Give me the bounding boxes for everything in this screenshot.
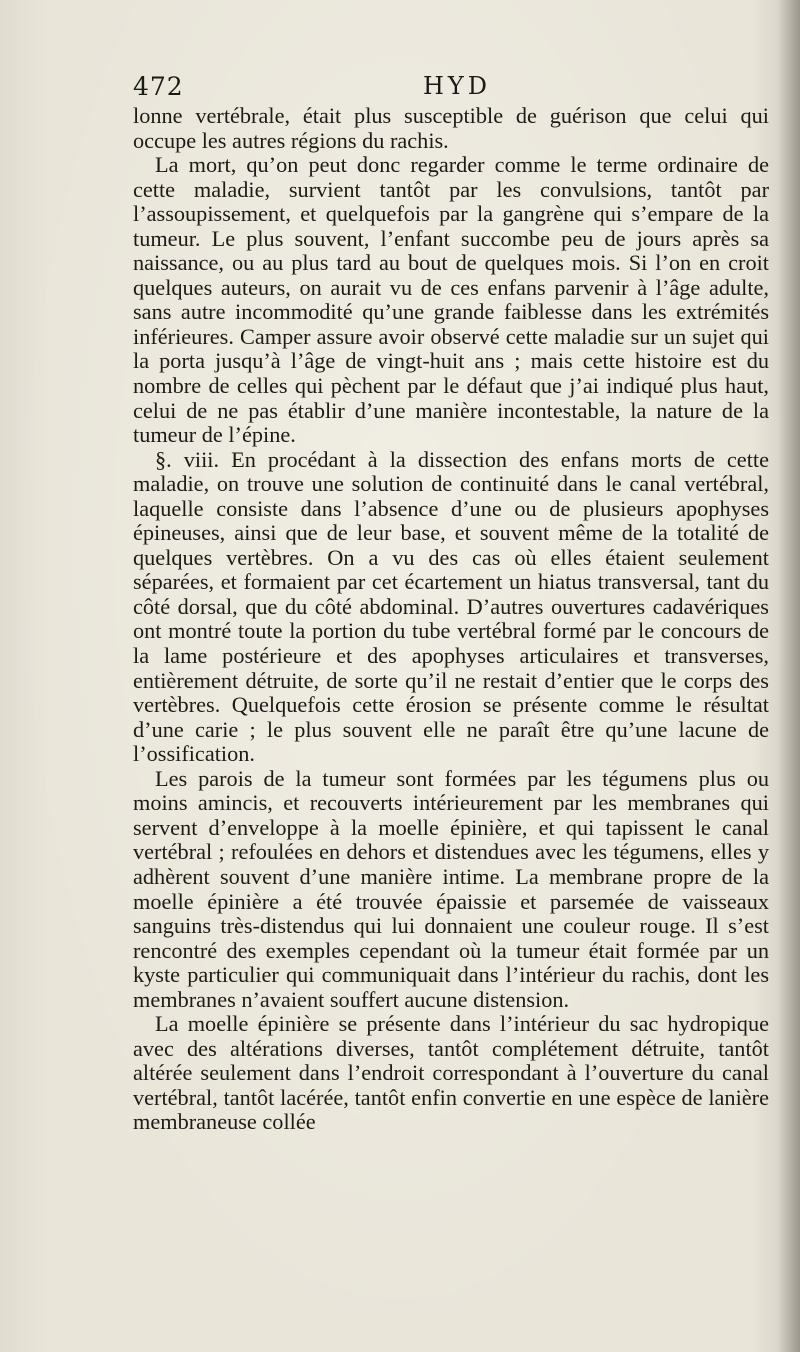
paragraph: La mort, qu’on peut donc regarder comme le terme ordinaire de cette maladie, survient tantôt par les convulsions, tantôt par l’assoupissement, et quelquefois par la gangrène qui s’empare de la tumeur. Le plus souvent, l’enfant succombe peu de jours après sa naissance, ou au plus tard au bout de quelques mois. Si l’on en croit quelques auteurs, on aurait vu de ces enfans parvenir à l’âge adulte, sans autre incommodité qu’une grande faiblesse dans les extrémités inférieures. Camper assure avoir observé cette maladie sur un sujet qui la porta jusqu’à l’âge de vingt-huit ans ; mais cette histoire est du nombre de celles qui pèchent par le défaut que j’ai indiqué plus haut, celui de ne pas établir d’une manière incontestable, la nature de la tumeur de l’épine. (133, 152, 769, 448)
page-header (133, 72, 769, 106)
running-head: HYD (423, 72, 492, 100)
paragraph: Les parois de la tumeur sont formées par les tégumens plus ou moins amincis, et recouverts intérieurement par les membranes qui servent d’enveloppe à la moelle épinière, et qui tapissent le canal vertébral ; refoulées en dehors et distendues avec les tégumens, elles y adhèrent souvent d’une manière intime. La membrane propre de la moelle épinière a été trouvée épaissie et parsemée de vaisseaux sanguins très-distendus qui lui donnaient une couleur rouge. Il s’est rencontré des exemples cependant où la tumeur était formée par un kyste particulier qui communiquait dans l’intérieur du rachis, dont les membranes n’avaient souffert aucune distension. (133, 765, 769, 1012)
paragraph: La moelle épinière se présente dans l’intérieur du sac hydropique avec des altérations diverses, tantôt complétement détruite, tantôt altérée seulement dans l’endroit correspondant à l’ouverture du canal vertébral, tantôt lacérée, tantôt enfin convertie en une espèce de lanière membraneuse collée (133, 1011, 769, 1135)
page-number: 472 (133, 72, 184, 101)
page-edge-shadow (778, 0, 800, 1352)
body-text (133, 104, 769, 1135)
paragraph: §. viii. En procédant à la dissection des enfans morts de cette maladie, on trouve une solution de continuité dans le canal vertébral, laquelle consiste dans l’absence d’une ou de plusieurs apophyses épineuses, ainsi que de leur base, et souvent même de la totalité de quelques vertèbres. On a vu des cas où elles étaient seulement séparées, et formaient par cet écartement un hiatus transversal, tant du côté dorsal, que du côté abdominal. D’autres ouvertures cadavériques ont montré toute la portion du tube vertébral formé par le concours de la lame postérieure et des apophyses articulaires et transverses, entièrement détruite, de sorte qu’il ne restait d’entier que le corps des vertèbres. Quelquefois cette érosion se présente comme le résultat d’une carie ; le plus souvent elle ne paraît être qu’une lacune de l’ossification. (133, 446, 769, 767)
paragraph: lonne vertébrale, était plus susceptible de guérison que celui qui occupe les autres régions du rachis. (133, 103, 769, 153)
